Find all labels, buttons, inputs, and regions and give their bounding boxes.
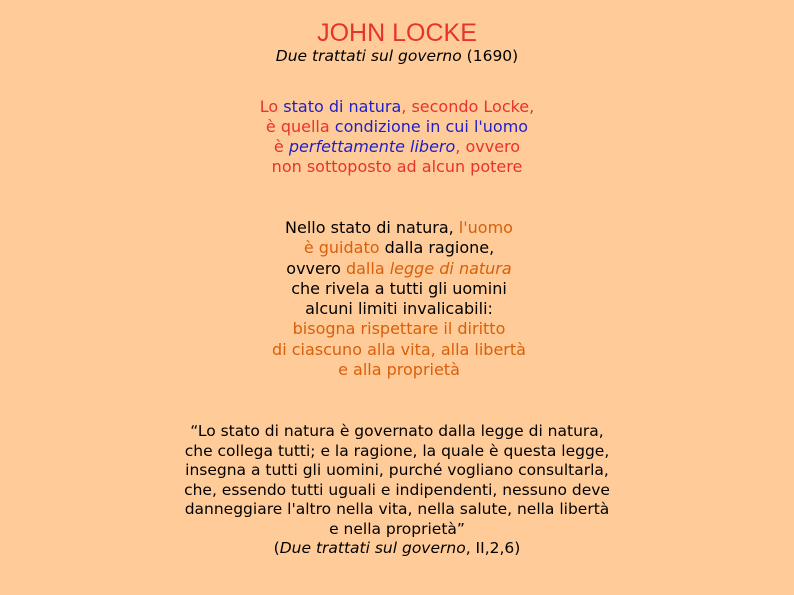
p1-line-3-c: , ovvero <box>455 137 521 156</box>
p2-line-2-b: dalla ragione, <box>379 238 495 258</box>
p1-line-4: non sottoposto ad alcun potere <box>271 157 523 176</box>
p2-line-1-a: Nello stato di natura, <box>285 218 459 237</box>
quote-line-1: “Lo stato di natura è governato dalla legge di natura, <box>190 422 604 440</box>
quote-line-2: che collega tutti; e la ragione, la quale è questa legge, <box>184 441 610 460</box>
p2-line-5: alcuni limiti invalicabili: <box>305 299 493 319</box>
p2-line-8: e alla proprietà <box>338 360 460 380</box>
p1-line-1-b: stato di natura <box>283 97 402 116</box>
p1-line-2-a: è quella <box>265 117 335 136</box>
paragraph-law-of-nature <box>2 218 794 380</box>
p1-line-3 <box>0 137 794 157</box>
quote-citation <box>0 539 794 559</box>
quote-citation-work: Due trattati sul governo <box>279 539 466 557</box>
quote-block <box>0 422 794 559</box>
subtitle-work: Due trattati sul governo <box>275 47 462 65</box>
p1-line-1-a: Lo <box>259 97 284 116</box>
p1-line-1 <box>0 97 794 117</box>
p2-line-1 <box>2 218 794 238</box>
subtitle-year: (1690) <box>461 47 519 65</box>
quote-line-4: che, essendo tutti uguali e indipendenti, nessuno deve <box>184 480 610 499</box>
p2-line-4: che rivela a tutti gli uomini <box>291 278 507 298</box>
quote-citation-open: ( <box>273 539 280 557</box>
p2-line-3-c: legge di natura <box>389 258 512 278</box>
p2-line-3-b: dalla <box>345 258 390 278</box>
p2-line-6: bisogna rispettare il diritto <box>292 319 506 339</box>
p2-line-2-a: è guidato <box>303 238 380 258</box>
p2-line-2 <box>2 238 794 258</box>
p1-line-2-b: condizione in cui l'uomo <box>334 117 529 136</box>
p1-line-2 <box>0 117 794 137</box>
p2-line-7: di ciascuno alla vita, alla libertà <box>272 339 526 359</box>
p1-line-3-b: perfettamente libero <box>288 137 456 156</box>
quote-citation-rest: , II,2,6) <box>465 539 521 557</box>
subtitle <box>0 46 794 66</box>
quote-line-5: danneggiare l'altro nella vita, nella salute, nella libertà <box>184 500 610 518</box>
p2-line-3 <box>2 259 794 279</box>
p1-line-1-c: , secondo Locke, <box>401 97 535 116</box>
p2-line-3-a: ovvero <box>286 258 346 278</box>
p2-line-1-b: l'uomo <box>458 218 513 237</box>
page-title: JOHN LOCKE <box>317 19 477 47</box>
quote-line-6: e nella proprietà” <box>329 519 465 538</box>
quote-line-3: insegna a tutti gli uomini, purché vogliano consultarla, <box>185 461 609 479</box>
p1-line-3-a: è <box>273 137 289 156</box>
paragraph-state-of-nature <box>0 97 794 177</box>
